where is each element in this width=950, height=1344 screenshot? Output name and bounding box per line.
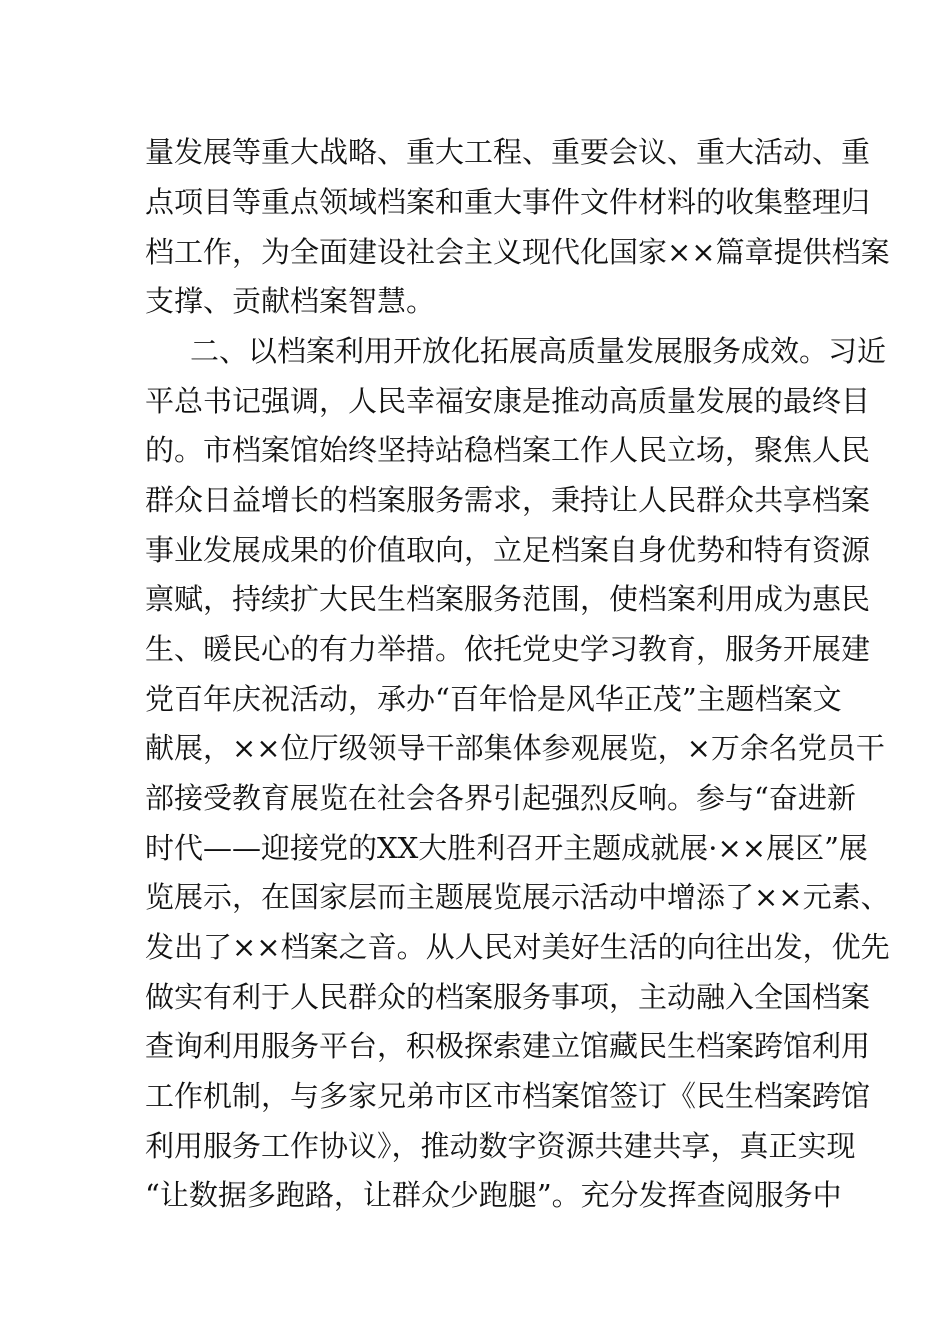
paragraph-line: 档工作，为全面建设社会主义现代化国家××篇章提供档案 [145, 235, 890, 269]
paragraph-line: 发出了××档案之音。从人民对美好生活的向往出发，优先 [145, 930, 890, 964]
paragraph-line: 支撑、贡献档案智慧。 [145, 284, 436, 318]
paragraph-line: 平总书记强调，人民幸福安康是推动高质量发展的最终目 [145, 384, 871, 418]
paragraph-line: 禀赋，持续扩大民生档案服务范围，使档案利用成为惠民 [145, 582, 871, 616]
paragraph-line: 事业发展成果的价值取向，立足档案自身优势和特有资源 [145, 533, 871, 567]
paragraph-line: 工作机制，与多家兄弟市区市档案馆签订《民生档案跨馆 [145, 1079, 871, 1113]
paragraph-line: 献展，××位厅级领导干部集体参观展览，×万余名党员干 [145, 731, 885, 765]
paragraph-line: 点项目等重点领域档案和重大事件文件材料的收集整理归 [145, 185, 871, 219]
paragraph-line: “让数据多跑路，让群众少跑腿”。充分发挥查阅服务中 [145, 1178, 842, 1212]
paragraph-line: 部接受教育展览在社会各界引起强烈反响。参与“奋进新 [145, 781, 856, 815]
paragraph-line: 查询利用服务平台，积极探索建立馆藏民生档案跨馆利用 [145, 1029, 871, 1063]
paragraph-line: 览展示，在国家层而主题展览展示活动中增添了××元素、 [145, 880, 890, 914]
paragraph-line: 时代——迎接党的XX大胜利召开主题成就展·××展区”展 [145, 831, 868, 865]
paragraph-line: 量发展等重大战略、重大工程、重要会议、重大活动、重 [145, 135, 871, 169]
section-heading-line: 二、以档案利用开放化拓展高质量发展服务成效。习近 [190, 334, 887, 368]
paragraph-line: 党百年庆祝活动，承办“百年恰是风华正茂”主题档案文 [145, 682, 842, 716]
paragraph-line: 做实有利于人民群众的档案服务事项，主动融入全国档案 [145, 980, 871, 1014]
paragraph-line: 利用服务工作协议》，推动数字资源共建共享，真正实现 [145, 1129, 856, 1163]
paragraph-line: 群众日益增长的档案服务需求，秉持让人民群众共享档案 [145, 483, 871, 517]
paragraph-line: 的。市档案馆始终坚持站稳档案工作人民立场，聚焦人民 [145, 433, 871, 467]
paragraph-line: 生、暖民心的有力举措。依托党史学习教育，服务开展建 [145, 632, 871, 666]
